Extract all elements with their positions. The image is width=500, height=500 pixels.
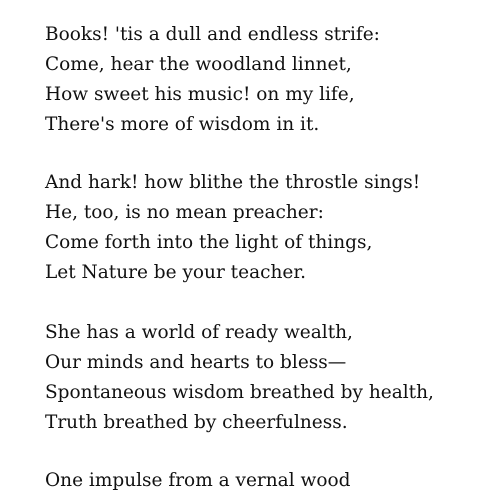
stanza-2 [45,168,420,288]
poem-line: Truth breathed by cheerfulness. [45,412,348,433]
poem-line: Let Nature be your teacher. [45,262,307,283]
poem-line: Come forth into the light of things, [45,232,373,253]
poem-line: How sweet his music! on my life, [45,84,355,105]
poem-line: There's more of wisdom in it. [45,114,320,135]
poem-line: Come, hear the woodland linnet, [45,54,352,75]
poem-line: Spontaneous wisdom breathed by health, [45,382,434,403]
poem-line: He, too, is no mean preacher: [45,202,324,223]
poem-line: And hark! how blithe the throstle sings! [45,172,421,193]
poem-line: Our minds and hearts to bless— [45,352,347,373]
poem-line: Books! 'tis a dull and endless strife: [45,24,380,45]
stanza-3 [45,318,434,438]
poem-line: One impulse from a vernal wood [45,470,351,491]
stanza-1 [45,20,380,140]
poem-line: She has a world of ready wealth, [45,322,353,343]
stanza-4 [45,466,350,496]
